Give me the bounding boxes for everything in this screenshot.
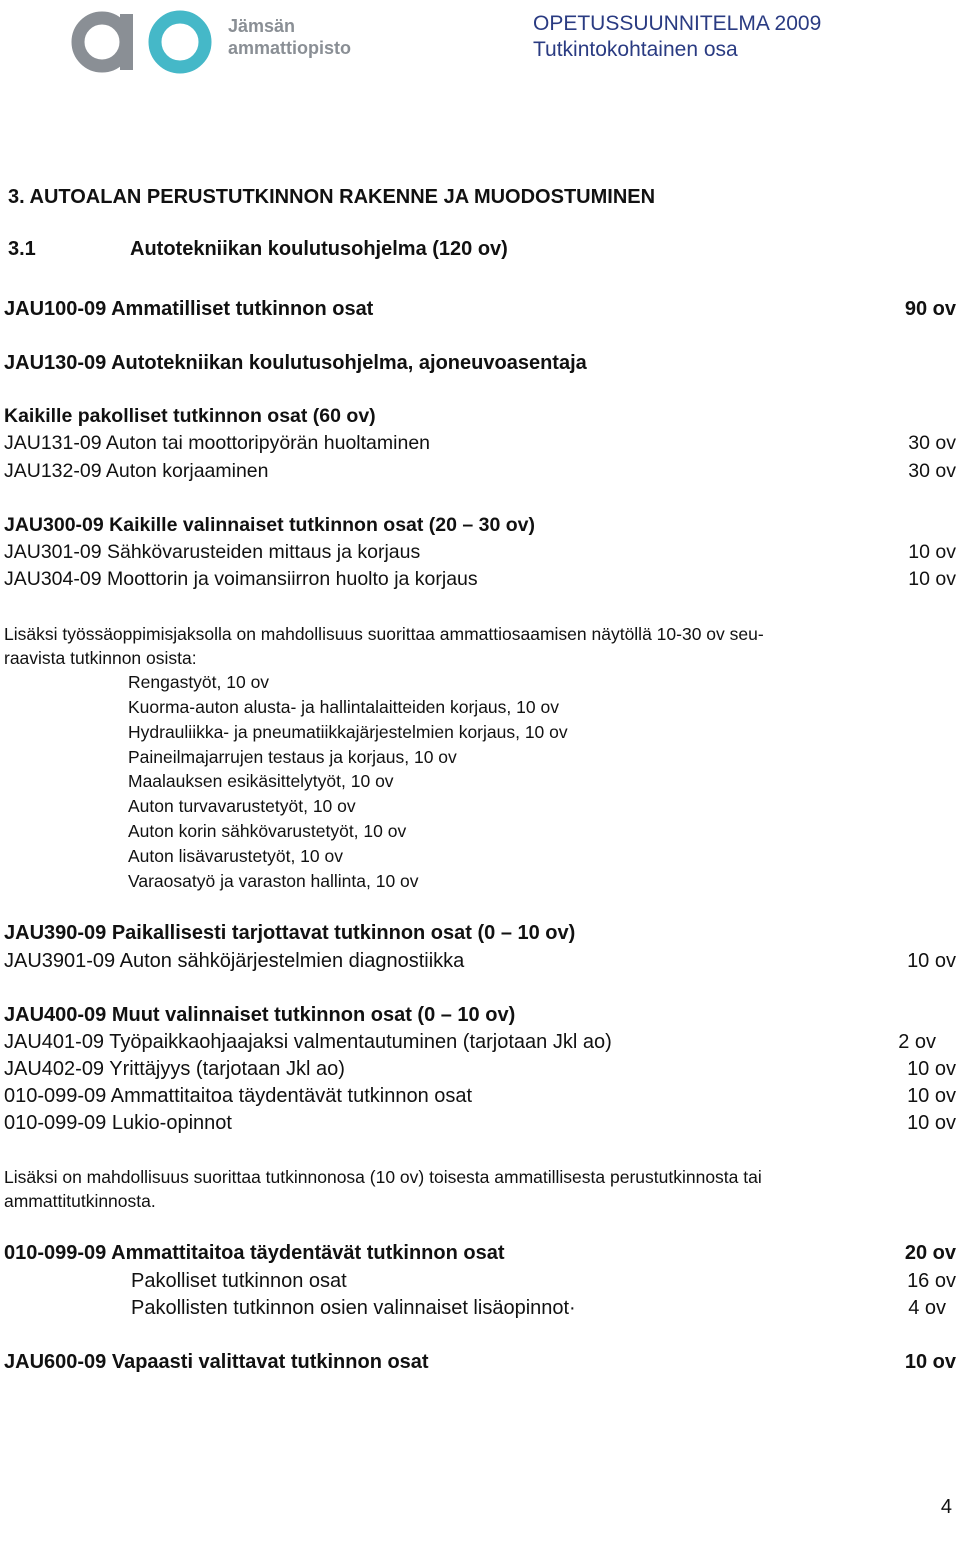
course-label: Pakolliset tutkinnon osat xyxy=(131,1270,347,1292)
document-title: OPETUSSUUNNITELMA 2009 xyxy=(533,12,822,35)
course-label: JAU401-09 Työpaikkaohjaajaksi valmentautuminen (tarjotaan Jkl ao) xyxy=(4,1031,612,1053)
list-item xyxy=(4,1297,956,1323)
other400-heading: JAU400-09 Muut valinnaiset tutkinnon osat (0 – 10 ov) xyxy=(4,1004,516,1026)
course-credits: 30 ov xyxy=(908,432,956,454)
course-credits: 10 ov xyxy=(907,950,956,972)
course-label: 010-099-09 Lukio-opinnot xyxy=(4,1112,232,1134)
jau130-row xyxy=(4,352,956,378)
jau600-row xyxy=(4,1351,956,1377)
jau100-row xyxy=(4,298,956,324)
course-credits: 10 ov xyxy=(908,541,956,563)
list-item xyxy=(4,460,956,486)
course-label: 010-099-09 Ammattitaitoa täydentävät tutkinnon osat xyxy=(4,1085,473,1107)
course-label: JAU402-09 Yrittäjyys (tarjotaan Jkl ao) xyxy=(4,1058,345,1080)
list-item: Hydrauliikka- ja pneumatiikkajärjestelmien korjaus, 10 ov xyxy=(128,722,568,742)
logo-line-2: ammattiopisto xyxy=(228,38,352,58)
subsection-title: Autotekniikan koulutusohjelma (120 ov) xyxy=(130,238,508,260)
course-credits: 2 ov xyxy=(898,1031,936,1053)
jau100-value: 90 ov xyxy=(904,298,956,320)
extra-paragraph: Lisäksi työssäoppimisjaksolla on mahdollisuus suorittaa ammattiosaamisen näytöllä 10-30 ov seu- raavista tutkinnon osista: xyxy=(4,624,764,668)
list-item xyxy=(4,1058,956,1084)
list-item xyxy=(4,1112,956,1138)
mandatory-heading: Kaikille pakolliset tutkinnon osat (60 ov) xyxy=(4,405,376,427)
page-number: 4 xyxy=(940,1496,952,1518)
jau130-label: JAU130-09 Autotekniikan koulutusohjelma, ajoneuvoasentaja xyxy=(4,352,587,374)
course-credits: 10 ov xyxy=(907,1112,956,1134)
list-item: Kuorma-auton alusta- ja hallintalaitteiden korjaus, 10 ov xyxy=(128,697,559,717)
subsection-number: 3.1 xyxy=(8,238,36,260)
document-subtitle: Tutkintokohtainen osa xyxy=(533,38,738,61)
course-label: JAU301-09 Sähkövarusteiden mittaus ja korjaus xyxy=(4,541,421,563)
local390-heading: JAU390-09 Paikallisesti tarjottavat tutkinnon osat (0 – 10 ov) xyxy=(4,922,576,944)
list-item: Auton turvavarustetyöt, 10 ov xyxy=(128,796,356,816)
course-label: JAU304-09 Moottorin ja voimansiirron huolto ja korjaus xyxy=(4,568,478,590)
course-credits: 4 ov xyxy=(908,1297,946,1319)
course-label: Pakollisten tutkinnon osien valinnaiset lisäopinnot· xyxy=(131,1297,576,1319)
course-label: JAU3901-09 Auton sähköjärjestelmien diagnostiikka xyxy=(4,950,465,972)
list-item xyxy=(4,432,956,458)
jau600-label: JAU600-09 Vapaasti valittavat tutkinnon osat xyxy=(4,1351,429,1373)
list-item: Varaosatyö ja varaston hallinta, 10 ov xyxy=(128,871,419,891)
optional300-heading: JAU300-09 Kaikille valinnaiset tutkinnon osat (20 – 30 ov) xyxy=(4,514,536,536)
supplement-heading: 010-099-09 Ammattitaitoa täydentävät tutkinnon osat 20 ov xyxy=(4,1242,956,1264)
list-item xyxy=(4,1270,956,1296)
list-item: Rengastyöt, 10 ov xyxy=(128,672,270,692)
logo xyxy=(68,0,368,80)
section-heading: 3. AUTOALAN PERUSTUTKINNON RAKENNE JA MUODOSTUMINEN xyxy=(8,186,656,208)
ao-logo-icon xyxy=(68,0,228,80)
course-credits: 10 ov xyxy=(908,568,956,590)
jau100-label: JAU100-09 Ammatilliset tutkinnon osat xyxy=(4,298,374,320)
course-label: JAU132-09 Auton korjaaminen xyxy=(4,460,269,482)
logo-line-1: Jämsän xyxy=(228,16,296,36)
course-credits: 30 ov xyxy=(908,460,956,482)
list-item: Auton lisävarustetyöt, 10 ov xyxy=(128,846,343,866)
list-item xyxy=(4,541,956,567)
list-item: Maalauksen esikäsittelytyöt, 10 ov xyxy=(128,771,394,791)
list-item xyxy=(4,1031,956,1057)
note-paragraph: Lisäksi on mahdollisuus suorittaa tutkinnonosa (10 ov) toisesta ammatillisesta perustutkinnosta tai ammattitutkinnosta. xyxy=(4,1167,762,1211)
course-label: JAU131-09 Auton tai moottoripyörän huoltaminen xyxy=(4,432,431,454)
list-item xyxy=(4,568,956,594)
list-item xyxy=(4,950,956,976)
course-credits: 16 ov xyxy=(907,1270,956,1292)
course-credits: 10 ov xyxy=(907,1058,956,1080)
list-item xyxy=(4,1085,956,1111)
list-item: Auton korin sähkövarustetyöt, 10 ov xyxy=(128,821,407,841)
jau600-value: 10 ov xyxy=(904,1351,956,1373)
course-credits: 10 ov xyxy=(907,1085,956,1107)
list-item: Paineilmajarrujen testaus ja korjaus, 10 ov xyxy=(128,747,457,767)
